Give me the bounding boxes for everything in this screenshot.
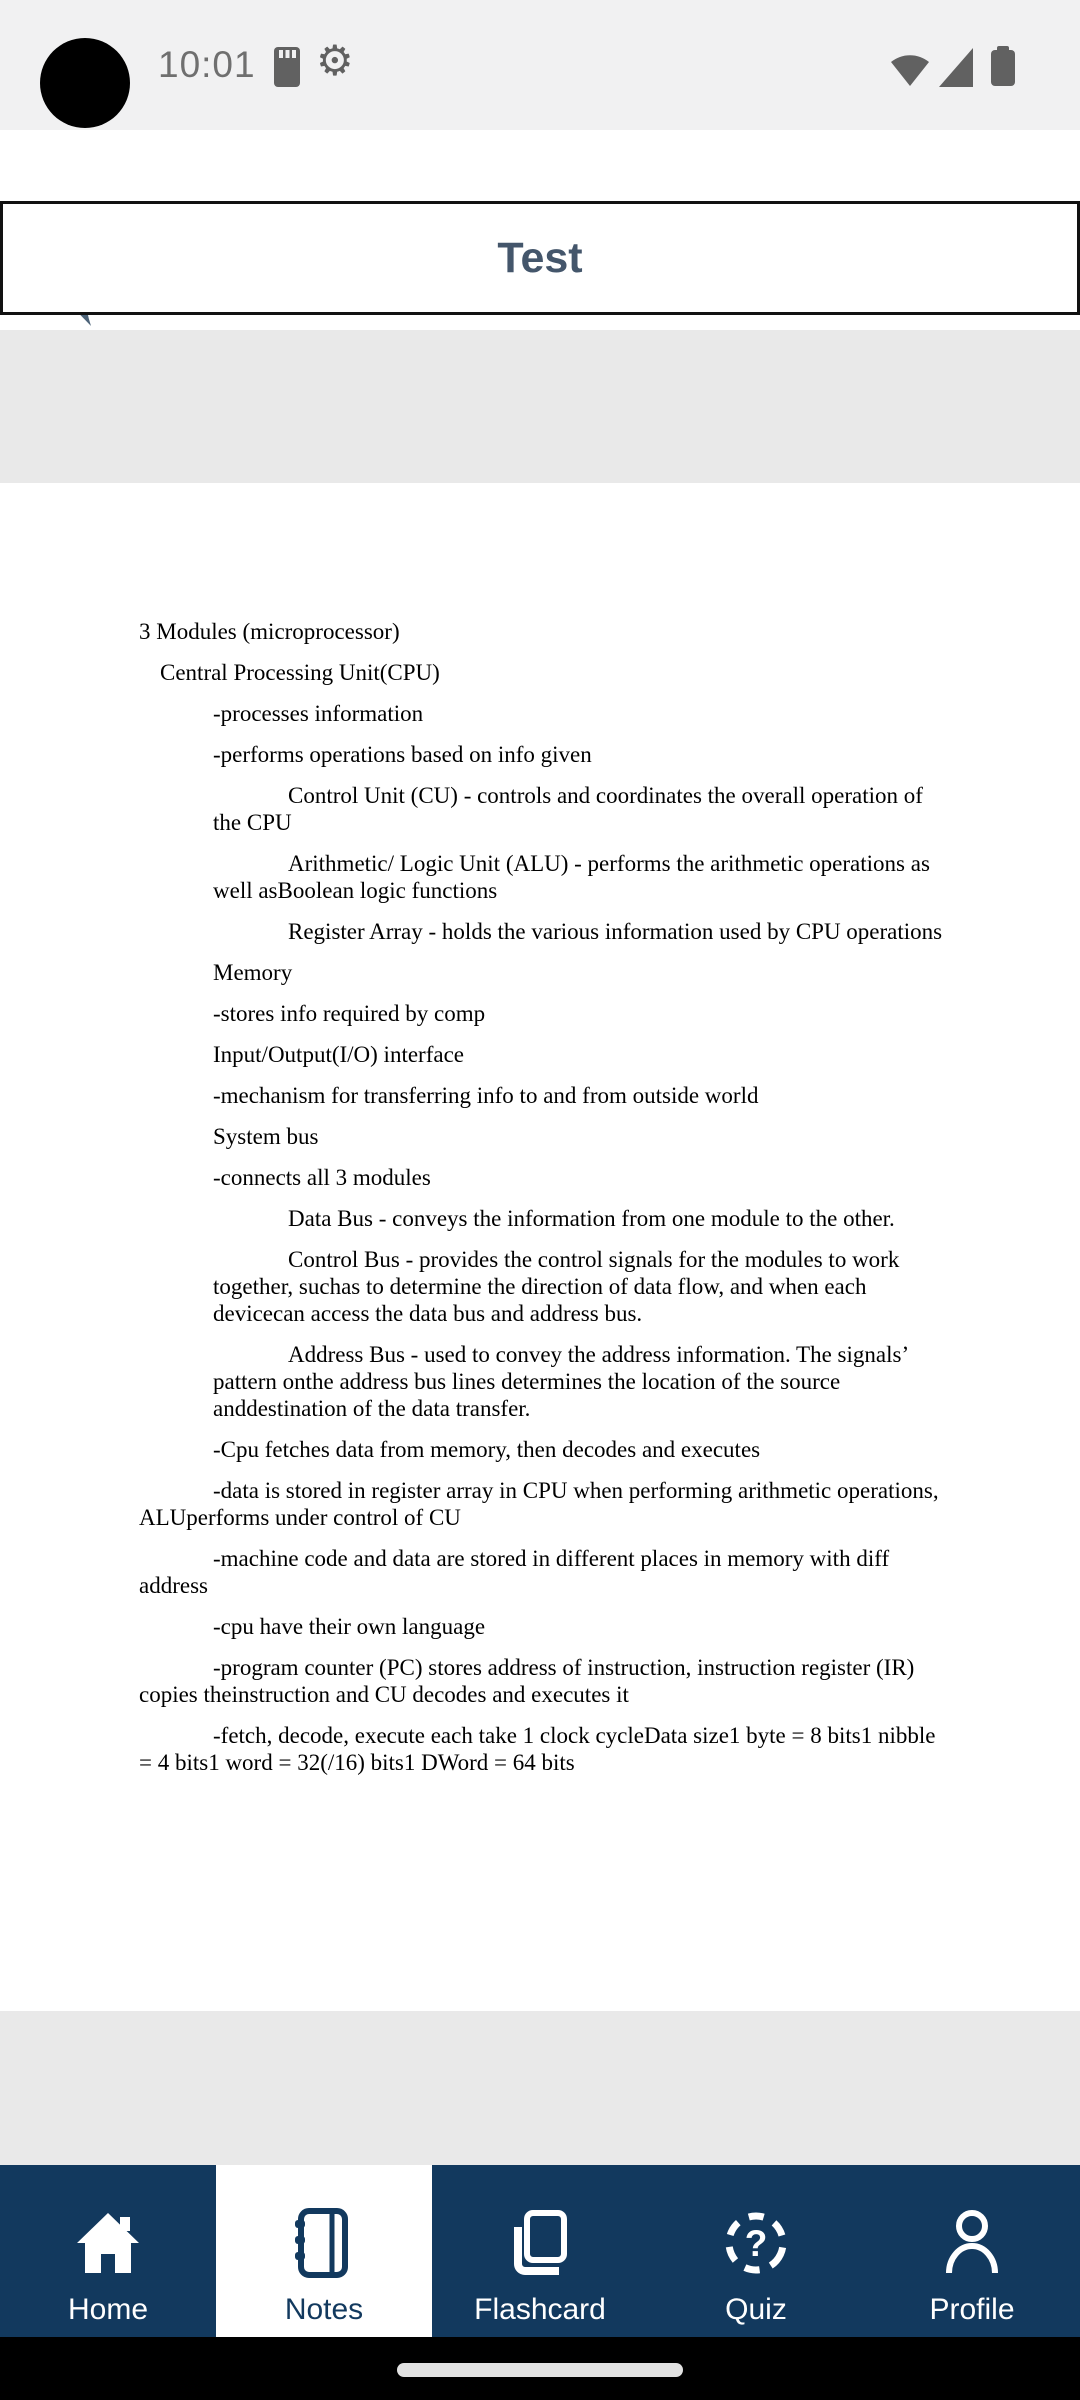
- nav-item-profile[interactable]: [864, 2165, 1080, 2337]
- document-paragraph: Register Array - holds the various information used by CPU operations: [288, 919, 943, 944]
- document-paragraph: Input/Output(I/O) interface: [213, 1042, 464, 1067]
- nav-item-notes[interactable]: [216, 2165, 432, 2337]
- document-margin-top: [0, 330, 1080, 483]
- nav-label-flashcard: Flashcard: [474, 2293, 606, 2326]
- document-paragraph: -performs operations based on info given: [213, 742, 592, 767]
- cellular-signal-icon: [936, 44, 976, 95]
- nav-label-home: Home: [67, 2293, 149, 2326]
- document-paragraph: Arithmetic/ Logic Unit (ALU) - performs the arithmetic operations as well asBoolean logic functions: [213, 851, 930, 903]
- document-paragraph: Address Bus - used to convey the address information. The signals’ pattern onthe address bus lines determines the location of the source anddestination of the data transfer.: [213, 1342, 908, 1421]
- profile-icon: [932, 2203, 1012, 2283]
- document-paragraph: -connects all 3 modules: [213, 1165, 431, 1190]
- nav-label-profile: Profile: [929, 2293, 1015, 2326]
- document-paragraph: -stores info required by comp: [213, 1001, 486, 1026]
- status-time: 10:01: [158, 44, 256, 85]
- wifi-icon: [888, 44, 932, 95]
- document-page[interactable]: [0, 483, 1080, 2011]
- document-margin-bottom: [0, 2011, 1080, 2165]
- back-button[interactable]: [0, 130, 1080, 201]
- status-bar: [0, 0, 1080, 130]
- nav-item-flashcard[interactable]: [432, 2165, 648, 2337]
- note-title: Test: [497, 233, 583, 282]
- nav-label-notes: Notes: [284, 2293, 364, 2326]
- document-paragraph: Memory: [213, 960, 293, 985]
- gesture-bar: [0, 2337, 1080, 2400]
- document-paragraph: Control Unit (CU) - controls and coordinates the overall operation of the CPU: [213, 783, 923, 835]
- camera-cutout: [40, 38, 130, 128]
- sd-card-icon: [268, 44, 306, 95]
- document-paragraph: -mechanism for transferring info to and from outside world: [213, 1083, 759, 1108]
- nav-label-quiz: Quiz: [725, 2293, 787, 2326]
- document-paragraph: -machine code and data are stored in different places in memory with diff address: [139, 1546, 890, 1598]
- notes-icon: [284, 2203, 364, 2283]
- document-paragraph: Data Bus - conveys the information from one module to the other.: [288, 1206, 895, 1231]
- document-paragraph: System bus: [213, 1124, 319, 1149]
- home-indicator[interactable]: [397, 2363, 683, 2377]
- gear-icon: ⚙: [316, 36, 354, 85]
- document-paragraph: -fetch, decode, execute each take 1 clock cycleData size1 byte = 8 bits1 nibble = 4 bits1 word = 32(/16) bits1 DWord = 64 bits: [139, 1723, 936, 1775]
- document-paragraph: -Cpu fetches data from memory, then decodes and executes: [213, 1437, 761, 1462]
- document-paragraph: Central Processing Unit(CPU): [160, 660, 440, 685]
- bottom-nav-bar: [0, 2165, 1080, 2337]
- nav-item-quiz[interactable]: [648, 2165, 864, 2337]
- nav-item-home[interactable]: [0, 2165, 216, 2337]
- battery-icon: [984, 42, 1022, 95]
- document-paragraph: Control Bus - provides the control signals for the modules to work together, suchas to determine the direction of data flow, and when each devicecan access the data bus and address bus.: [213, 1247, 900, 1326]
- document-paragraph: -cpu have their own language: [213, 1614, 486, 1639]
- home-icon: [68, 2203, 148, 2283]
- document-paragraph: -program counter (PC) stores address of instruction, instruction register (IR) copies theinstruction and CU decodes and executes it: [139, 1655, 915, 1707]
- quiz-icon: [716, 2203, 796, 2283]
- svg-text:?: ?: [744, 2223, 768, 2264]
- flashcard-icon: [500, 2203, 580, 2283]
- document-paragraph: -data is stored in register array in CPU when performing arithmetic operations, ALUperforms under control of CU: [139, 1478, 939, 1530]
- document-paragraph: 3 Modules (microprocessor): [139, 619, 400, 644]
- document-paragraph: -processes information: [213, 701, 424, 726]
- note-title-box: [0, 201, 1080, 315]
